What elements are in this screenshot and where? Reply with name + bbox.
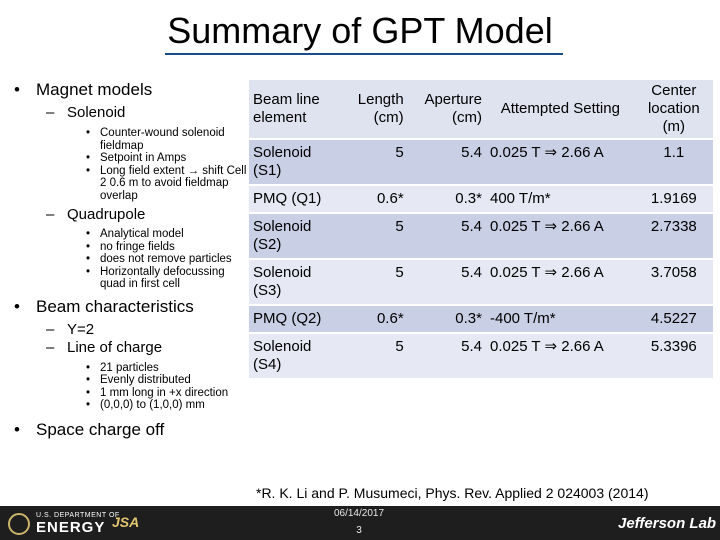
doe-logo-text bbox=[36, 512, 120, 536]
table-row bbox=[249, 334, 713, 378]
table-header-row bbox=[249, 80, 713, 138]
header-setting: Attempted Setting bbox=[486, 80, 635, 138]
cell-setting: 0.025 T ⇒ 2.66 A bbox=[486, 140, 635, 184]
cell-aperture: 5.4 bbox=[408, 334, 486, 378]
header-aperture: Aperture (cm) bbox=[408, 80, 486, 138]
cell-length: 0.6* bbox=[343, 306, 407, 332]
header-location: Center location (m) bbox=[635, 80, 713, 138]
quadrupole-item: • does not remove particles bbox=[12, 253, 248, 266]
table-row bbox=[249, 140, 713, 184]
solenoid-item: • Long field extent → shift Cell 2 0.6 m to avoid fieldmap overlap bbox=[12, 165, 248, 203]
cell-setting: 0.025 T ⇒ 2.66 A bbox=[486, 334, 635, 378]
footer-date: 06/14/2017 bbox=[333, 508, 385, 519]
solenoid-item: • Counter-wound solenoid fieldmap bbox=[12, 127, 248, 152]
cell-aperture: 5.4 bbox=[408, 260, 486, 304]
page-number: 3 bbox=[356, 525, 362, 536]
cell-element: Solenoid (S1) bbox=[249, 140, 343, 184]
quadrupole-item: • Analytical model bbox=[12, 228, 248, 241]
cell-length: 5 bbox=[343, 214, 407, 258]
cell-setting: 400 T/m* bbox=[486, 186, 635, 212]
line-item: • 1 mm long in +x direction bbox=[12, 387, 248, 400]
cell-location: 4.5227 bbox=[635, 306, 713, 332]
cell-aperture: 0.3* bbox=[408, 306, 486, 332]
header-element: Beam line element bbox=[249, 80, 343, 138]
beamline-table bbox=[249, 78, 713, 380]
bullet-magnet-models: • Magnet models bbox=[12, 80, 248, 100]
table-row bbox=[249, 214, 713, 258]
line-item: • 21 particles bbox=[12, 362, 248, 375]
cell-setting: 0.025 T ⇒ 2.66 A bbox=[486, 214, 635, 258]
sub-bullet-solenoid: – Solenoid bbox=[12, 104, 248, 122]
cell-location: 1.1 bbox=[635, 140, 713, 184]
jefferson-lab-logo: Jefferson Lab bbox=[618, 515, 717, 532]
cell-setting: 0.025 T ⇒ 2.66 A bbox=[486, 260, 635, 304]
bullet-list bbox=[12, 80, 248, 440]
table-row bbox=[249, 186, 713, 212]
sub-bullet-quadrupole: – Quadrupole bbox=[12, 206, 248, 224]
bullet-space-charge: • Space charge off bbox=[12, 420, 248, 440]
sub-bullet-line-of-charge: – Line of charge bbox=[12, 339, 248, 357]
solenoid-item: • Setpoint in Amps bbox=[12, 152, 248, 165]
cell-location: 5.3396 bbox=[635, 334, 713, 378]
cell-aperture: 0.3* bbox=[408, 186, 486, 212]
sub-bullet-y: – Y=2 bbox=[12, 321, 248, 339]
line-item: • (0,0,0) to (1,0,0) mm bbox=[12, 399, 248, 412]
cell-length: 5 bbox=[343, 260, 407, 304]
title-underline bbox=[165, 53, 563, 55]
cell-length: 5 bbox=[343, 140, 407, 184]
reference-note: *R. K. Li and P. Musumeci, Phys. Rev. Applied 2 024003 (2014) bbox=[256, 485, 649, 501]
bullet-beam-characteristics: • Beam characteristics bbox=[12, 297, 248, 317]
cell-element: PMQ (Q2) bbox=[249, 306, 343, 332]
doe-seal-icon bbox=[8, 513, 30, 535]
cell-element: PMQ (Q1) bbox=[249, 186, 343, 212]
doe-line2: ENERGY bbox=[36, 519, 106, 536]
slide-title: Summary of GPT Model bbox=[167, 10, 553, 51]
cell-aperture: 5.4 bbox=[408, 140, 486, 184]
cell-location: 1.9169 bbox=[635, 186, 713, 212]
cell-element: Solenoid (S4) bbox=[249, 334, 343, 378]
jsa-logo: JSA bbox=[112, 514, 140, 530]
line-item: • Evenly distributed bbox=[12, 374, 248, 387]
cell-location: 3.7058 bbox=[635, 260, 713, 304]
header-length: Length (cm) bbox=[343, 80, 407, 138]
cell-element: Solenoid (S3) bbox=[249, 260, 343, 304]
table-row bbox=[249, 306, 713, 332]
cell-length: 5 bbox=[343, 334, 407, 378]
quadrupole-item: • Horizontally defocussing quad in first cell bbox=[12, 266, 248, 291]
doe-line1: U.S. DEPARTMENT OF bbox=[36, 512, 120, 519]
cell-location: 2.7338 bbox=[635, 214, 713, 258]
table-row bbox=[249, 260, 713, 304]
cell-length: 0.6* bbox=[343, 186, 407, 212]
footer-bar bbox=[0, 506, 720, 540]
cell-setting: -400 T/m* bbox=[486, 306, 635, 332]
quadrupole-item: • no fringe fields bbox=[12, 241, 248, 254]
cell-element: Solenoid (S2) bbox=[249, 214, 343, 258]
cell-aperture: 5.4 bbox=[408, 214, 486, 258]
